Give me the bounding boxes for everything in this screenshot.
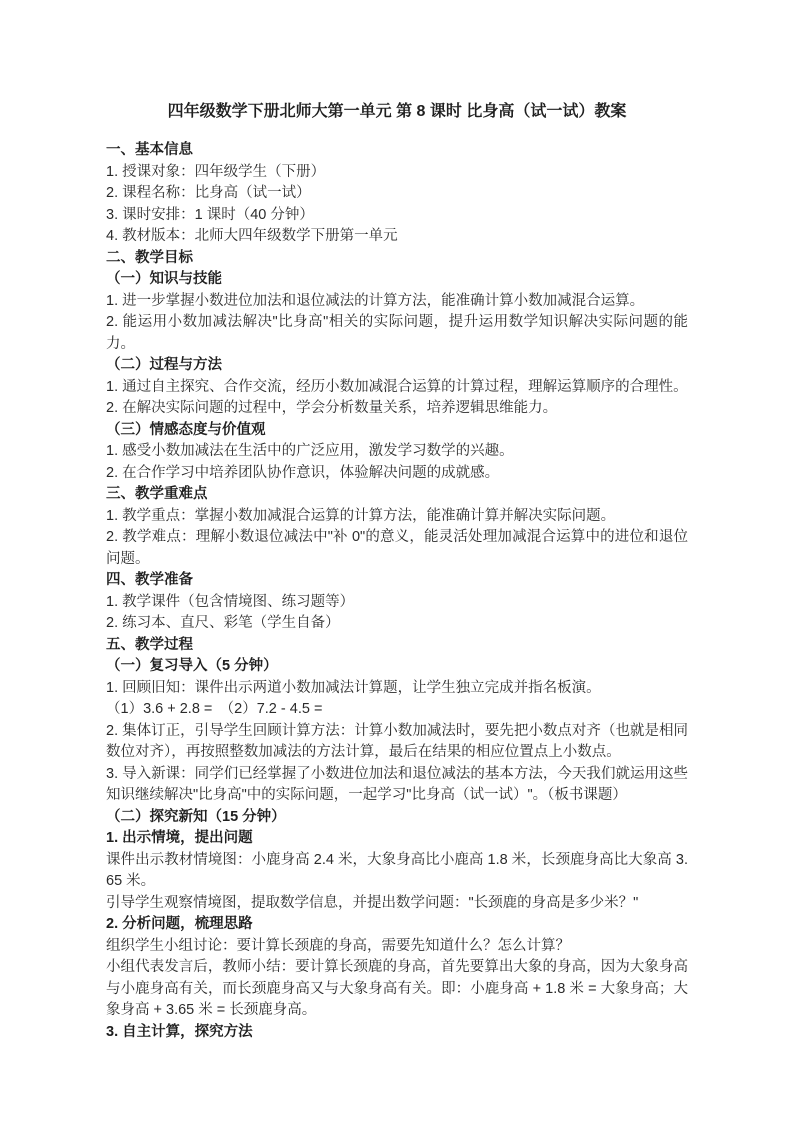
subsection-heading-knowledge-skills: （一）知识与技能: [106, 271, 222, 287]
list-item-supplies: 2. 练习本、直尺、彩笔（学生自备）: [106, 615, 340, 631]
body-paragraph: 2. 教学难点：理解小数退位减法中"补 0"的意义，能灵活处理加减混合运算中的进位和退位问题。: [106, 529, 688, 567]
subsection-heading-explore-new: （二）探究新知（15 分钟）: [106, 808, 286, 825]
subsection-heading-values: （三）情感态度与价值观: [106, 421, 266, 438]
step-heading-analyze-problem: 2. 分析问题，梳理思路: [106, 916, 253, 932]
document-title: 四年级数学下册北师大第一单元 第 8 课时 比身高（试一试）教案: [167, 103, 627, 120]
step-heading-present-situation: 1. 出示情境，提出问题: [106, 830, 253, 846]
section-heading-basic-info: 一、基本信息: [106, 142, 193, 158]
body-paragraph: 1. 感受小数加减法在生活中的广泛应用，激发学习数学的兴趣。: [106, 443, 514, 459]
step-heading-self-calculate: 3. 自主计算，探究方法: [106, 1023, 253, 1040]
body-paragraph: 1. 回顾旧知：课件出示两道小数加减法计算题，让学生独立完成并指名板演。: [106, 679, 601, 696]
body-paragraph: 2. 能运用小数加减法解决"比身高"相关的实际问题，提升运用数学知识解决实际问题的能力。: [106, 314, 688, 352]
list-item-schedule: 3. 课时安排：1 课时（40 分钟）: [106, 206, 314, 223]
practice-equations: （1）3.6 + 2.8 = （2）7.2 - 4.5 =: [106, 701, 323, 717]
body-paragraph: 组织学生小组讨论：要计算长颈鹿的身高，需要先知道什么？怎么计算？: [106, 937, 570, 954]
section-heading-teaching-process: 五、教学过程: [106, 636, 193, 653]
section-heading-preparation: 四、教学准备: [106, 572, 193, 588]
body-paragraph: 2. 集体订正，引导学生回顾计算方法：计算小数加减法时，要先把小数点对齐（也就是相同数位对齐），再按照整数加减法的方法计算，最后在结果的相应位置点上小数点。: [106, 722, 688, 760]
body-paragraph: 1. 教学重点：掌握小数加减混合运算的计算方法，能准确计算并解决实际问题。: [106, 507, 616, 524]
list-item-courseware: 1. 教学课件（包含情境图、练习题等）: [106, 593, 355, 610]
list-item-audience: 1. 授课对象：四年级学生（下册）: [106, 163, 326, 180]
body-paragraph: 小组代表发言后，教师小结：要计算长颈鹿的身高，首先要算出大象的身高，因为大象身高与小鹿身高有关，而长颈鹿身高又与大象身高有关。即：小鹿身高 + 1.8 米 = 大象身高；大象身高 + 3.65 米 = 长颈鹿身高。: [106, 959, 688, 1018]
document-body: [106, 140, 688, 1043]
section-heading-teaching-goals: 二、教学目标: [106, 249, 193, 266]
list-item-textbook: 4. 教材版本：北师大四年级数学下册第一单元: [106, 228, 398, 244]
body-paragraph: 1. 通过自主探究、合作交流，经历小数加减混合运算的计算过程，理解运算顺序的合理性。: [106, 378, 688, 395]
body-paragraph: 3. 导入新课：同学们已经掌握了小数进位加法和退位减法的基本方法，今天我们就运用这些知识继续解决"比身高"中的实际问题，一起学习"比身高（试一试）"。（板书课题）: [106, 765, 688, 803]
body-paragraph: 2. 在解决实际问题的过程中，学会分析数量关系，培养逻辑思维能力。: [106, 400, 558, 416]
body-paragraph: 课件出示教材情境图：小鹿身高 2.4 米，大象身高比小鹿高 1.8 米，长颈鹿身高比大象高 3.65 米。: [106, 851, 688, 889]
body-paragraph: 2. 在合作学习中培养团队协作意识，体验解决问题的成就感。: [106, 464, 500, 481]
subsection-heading-review-intro: （一）复习导入（5 分钟）: [106, 658, 278, 674]
body-paragraph: 1. 进一步掌握小数进位加法和退位减法的计算方法，能准确计算小数加减混合运算。: [106, 292, 645, 309]
section-heading-key-difficulties: 三、教学重难点: [106, 486, 208, 502]
list-item-course-name: 2. 课程名称：比身高（试一试）: [106, 185, 311, 201]
body-paragraph: 引导学生观察情境图，提取数学信息，并提出数学问题："长颈鹿的身高是多少米？": [106, 894, 639, 911]
subsection-heading-process-methods: （二）过程与方法: [106, 357, 222, 373]
